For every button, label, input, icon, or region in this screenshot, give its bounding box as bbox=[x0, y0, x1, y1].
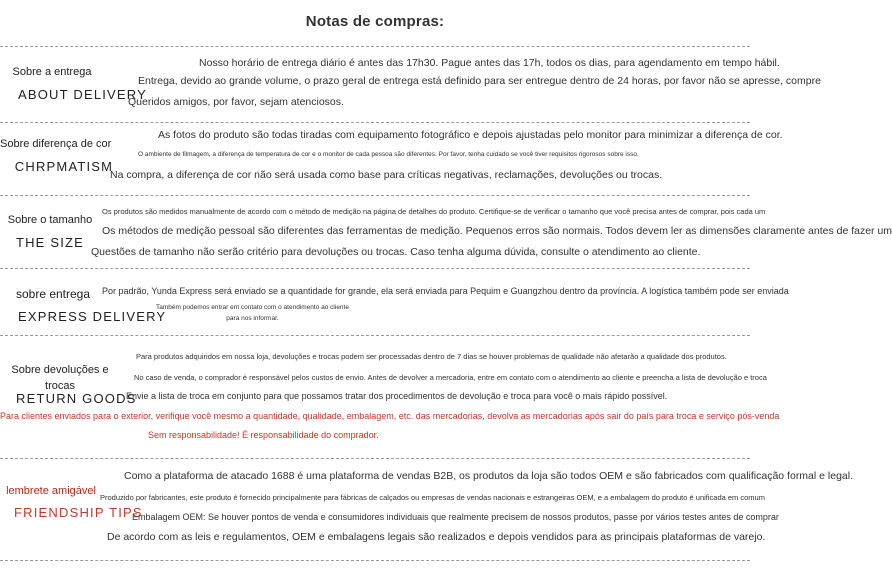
warning-line: Sem responsabilidade! É responsabilidade do comprador. bbox=[148, 430, 379, 440]
section-label-en: FRIENDSHIP TIPS bbox=[14, 505, 143, 520]
section-label-pt: sobre entrega bbox=[15, 287, 91, 301]
section-label-en: RETURN GOODS bbox=[16, 391, 137, 406]
warning-line: Para clientes enviados para o exterior, verifique você mesmo a quantidade, qualidade, embalagem, etc. das mercadorias, devolva as mercadorias após sair do país para troca e serviço pós-venda bbox=[0, 411, 780, 421]
section-label-en: EXPRESS DELIVERY bbox=[18, 309, 167, 324]
section-label-pt: Sobre diferença de cor bbox=[0, 138, 112, 150]
note-line: Questões de tamanho não serão critério para devoluções ou trocas. Caso tenha alguma dúvida, consulte o atendimento ao cliente. bbox=[91, 246, 701, 258]
divider bbox=[0, 335, 750, 336]
note-line: O ambiente de filmagem, a diferença de temperatura de cor e o monitor de cada pessoa são diferentes. Por favor, tenha cuidado se você tiver requisitos rigorosos sobre isso. bbox=[138, 151, 639, 158]
note-line: Para produtos adquiridos em nossa loja, devoluções e trocas podem ser processadas dentro de 7 dias se houver problemas de qualidade não afetarão a qualidade dos produtos. bbox=[136, 352, 727, 361]
divider bbox=[0, 122, 750, 123]
note-line: Queridos amigos, por favor, sejam atenciosos. bbox=[128, 96, 344, 108]
divider bbox=[0, 458, 750, 459]
note-line: Também podemos entrar em contato com o atendimento ao cliente para nos informar. bbox=[156, 304, 349, 322]
note-line: Os métodos de medição pessoal são diferentes das ferramentas de medição. Pequenos erros são normais. Todos devem ler as dimensões claramente antes de fazer um bbox=[102, 225, 892, 237]
divider bbox=[0, 195, 750, 196]
section-label-en: CHRPMATISM bbox=[14, 159, 114, 174]
section-label-pt: Sobre devoluções e trocas bbox=[11, 364, 109, 392]
section-label-pt: Sobre o tamanho bbox=[7, 214, 93, 226]
note-line: De acordo com as leis e regulamentos, OEM e embalagens legais são realizados e depois vendidos para as principais plataformas de varejo. bbox=[107, 531, 766, 543]
divider bbox=[0, 560, 750, 561]
note-line: Produzido por fabricantes, este produto é fornecido principalmente para fábricas de calçados ou empresas de vendas nacionais e estrangeiras OEM, e a embalagem do produto é unificada em comum bbox=[100, 493, 765, 502]
section-label-pt: Sobre a entrega bbox=[12, 66, 92, 78]
note-line: Os produtos são medidos manualmente de acordo com o método de medição na página de detalhes do produto. Certifique-se de verificar o tamanho que você precisa antes de comprar, pois cada um bbox=[102, 207, 766, 216]
note-line: Embalagem OEM: Se houver pontos de venda e consumidores individuais que realmente precisem de nossos produtos, passe por vários testes antes de comprar bbox=[132, 512, 779, 522]
page-title: Notas de compras: bbox=[305, 13, 445, 30]
note-line: No caso de venda, o comprador é responsável pelos custos de envio. Antes de devolver a mercadoria, entre em contato com o atendimento ao cliente e preencha a lista de devolução e troca bbox=[134, 373, 767, 382]
note-line: Entrega, devido ao grande volume, o prazo geral de entrega está definido para ser entregue dentro de 24 horas, por favor não se apresse, compre bbox=[138, 75, 821, 87]
section-label-pt: lembrete amigável bbox=[6, 485, 96, 497]
note-line: Envie a lista de troca em conjunto para que possamos tratar dos procedimentos de devolução e troca para você o mais rápido possível. bbox=[126, 391, 668, 401]
note-line: Na compra, a diferença de cor não será usada como base para críticas negativas, reclamações, devoluções ou trocas. bbox=[110, 169, 663, 181]
section-label-en: THE SIZE bbox=[15, 235, 85, 250]
section-label-en: ABOUT DELIVERY bbox=[18, 87, 148, 102]
note-line: Como a plataforma de atacado 1688 é uma plataforma de vendas B2B, os produtos da loja são todos OEM e são fabricados com qualificação formal e legal. bbox=[124, 470, 854, 482]
note-line: Nosso horário de entrega diário é antes das 17h30. Pague antes das 17h, todos os dias, para agendamento em tempo hábil. bbox=[199, 57, 780, 69]
divider bbox=[0, 46, 750, 47]
note-line: Por padrão, Yunda Express será enviado se a quantidade for grande, ela será enviada para Pequim e Guangzhou dentro da província. A logística também pode ser enviada bbox=[102, 286, 789, 296]
divider bbox=[0, 268, 750, 269]
note-line: As fotos do produto são todas tiradas com equipamento fotográfico e depois ajustadas pelo monitor para minimizar a diferença de cor. bbox=[158, 129, 783, 141]
